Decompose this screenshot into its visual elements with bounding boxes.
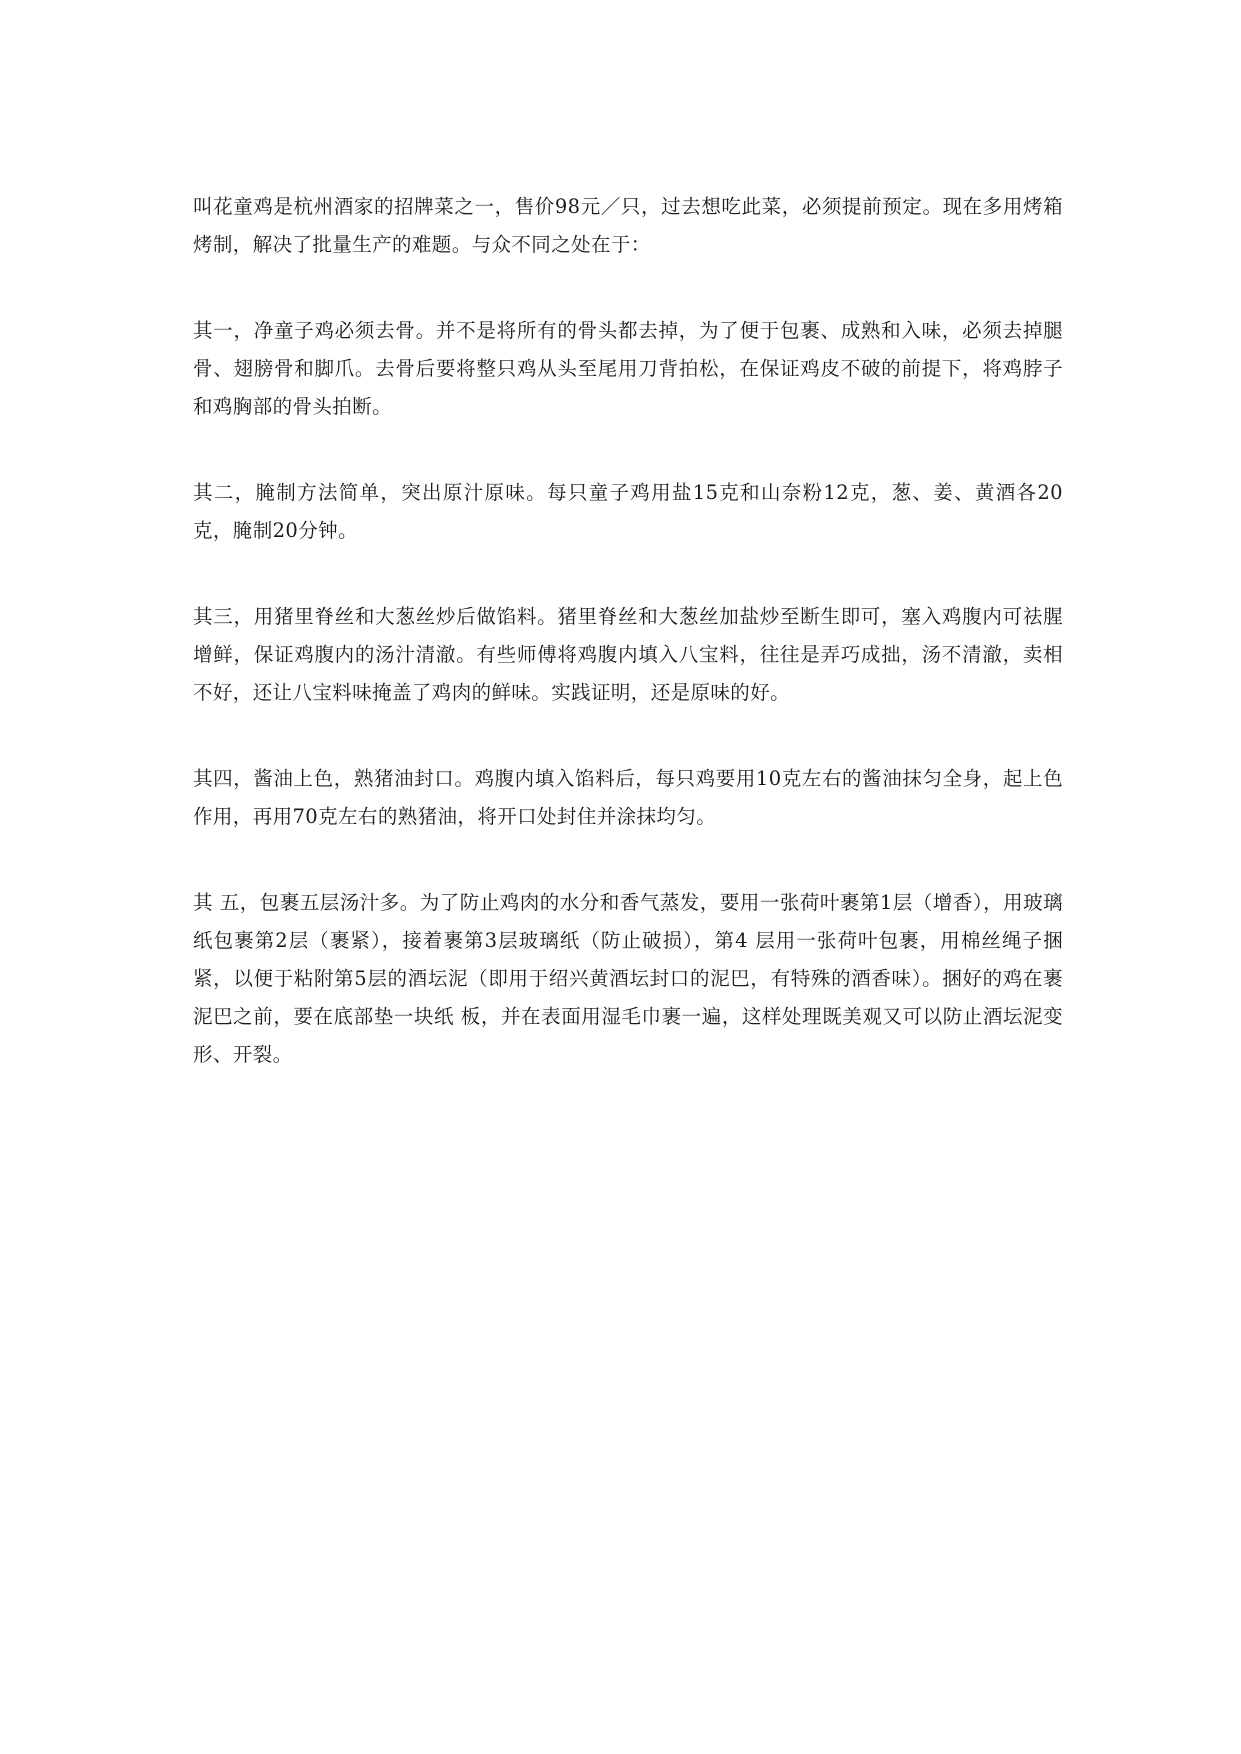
document-body — [193, 188, 1063, 1074]
paragraph-point-3: 其三，用猪里脊丝和大葱丝炒后做馅料。猪里脊丝和大葱丝加盐炒至断生即可，塞入鸡腹内可祛腥增鲜，保证鸡腹内的汤汁清澈。有些师傅将鸡腹内填入八宝料，往往是弄巧成拙，汤不清澈，卖相不好，还让八宝料味掩盖了鸡肉的鲜味。实践证明，还是原味的好。 — [193, 605, 1063, 704]
paragraph-intro: 叫花童鸡是杭州酒家的招牌菜之一，售价98元／只，过去想吃此菜，必须提前预定。现在多用烤箱烤制，解决了批量生产的难题。与众不同之处在于： — [193, 195, 1063, 256]
paragraph-point-5: 其 五，包裹五层汤汁多。为了防止鸡肉的水分和香气蒸发，要用一张荷叶裹第1层（增香），用玻璃纸包裹第2层（裹紧），接着裹第3层玻璃纸（防止破损），第4 层用一张荷叶包裹，用棉丝绳子捆紧，以便于粘附第5层的酒坛泥（即用于绍兴黄酒坛封口的泥巴，有特殊的酒香味）。捆好的鸡在裹泥巴之前，要在底部垫一块纸 板，并在表面用湿毛巾裹一遍，这样处理既美观又可以防止酒坛泥变形、开裂。 — [193, 891, 1063, 1066]
paragraph-point-4: 其四，酱油上色，熟猪油封口。鸡腹内填入馅料后，每只鸡要用10克左右的酱油抹匀全身，起上色作用，再用70克左右的熟猪油，将开口处封住并涂抹均匀。 — [193, 767, 1063, 828]
paragraph-point-1: 其一，净童子鸡必须去骨。并不是将所有的骨头都去掉，为了便于包裹、成熟和入味，必须去掉腿骨、翅膀骨和脚爪。去骨后要将整只鸡从头至尾用刀背拍松，在保证鸡皮不破的前提下，将鸡脖子和鸡胸部的骨头拍断。 — [193, 319, 1063, 418]
paragraph-point-2: 其二，腌制方法简单，突出原汁原味。每只童子鸡用盐15克和山奈粉12克，葱、姜、黄酒各20克，腌制20分钟。 — [193, 481, 1063, 542]
